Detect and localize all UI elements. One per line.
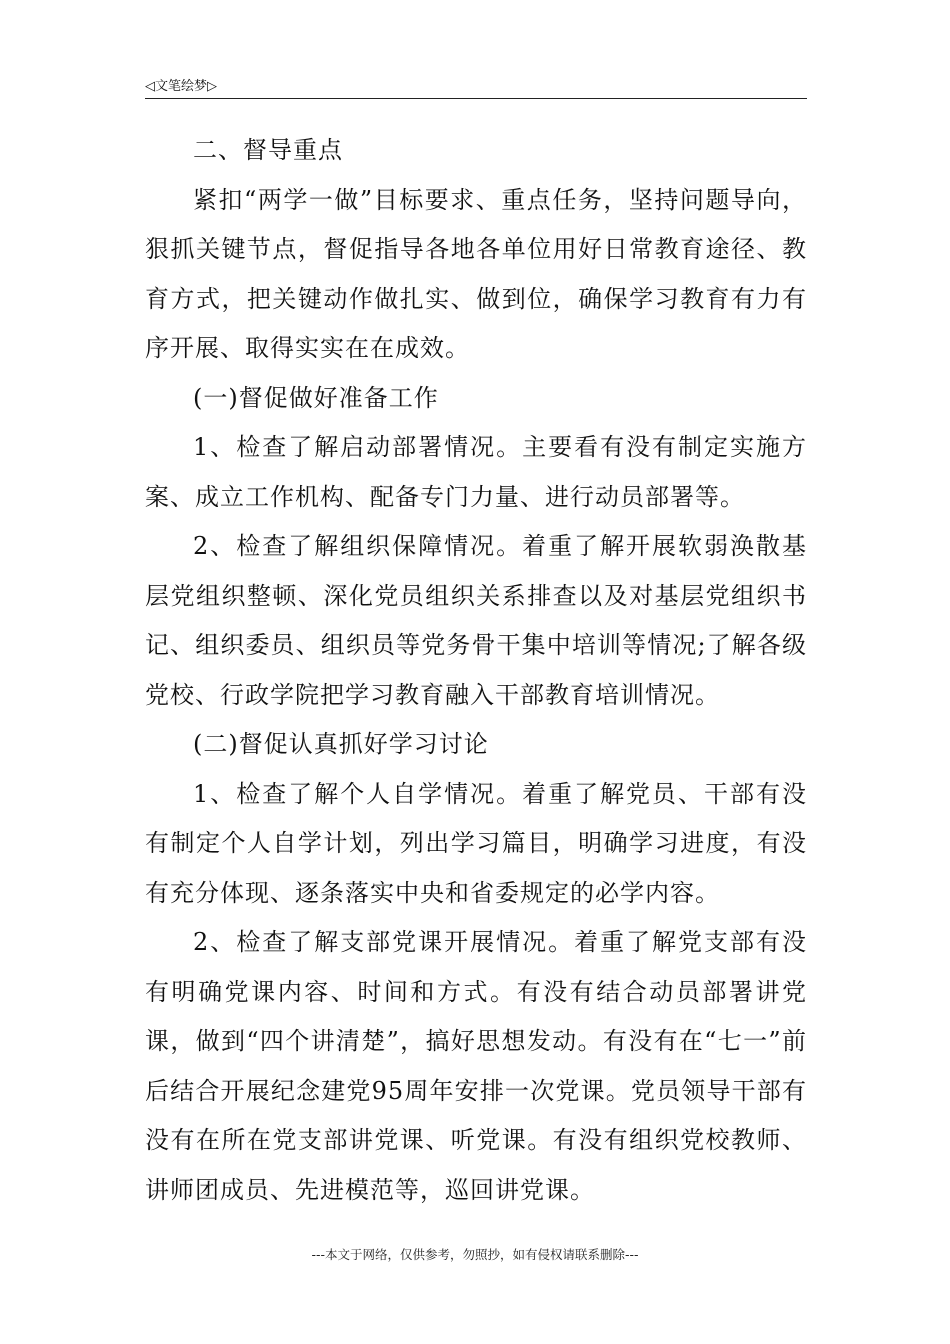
- body-paragraph: 1、检查了解启动部署情况。主要看有没有制定实施方案、成立工作机构、配备专门力量、进行动员部署等。: [145, 433, 807, 511]
- body-paragraph: 2、检查了解支部党课开展情况。着重了解党支部有没有明确党课内容、时间和方式。有没有结合动员部署讲党课，做到“四个讲清楚”，搞好思想发动。有没有在“七一”前后结合开展纪念建党95周年安排一次党课。党员领导干部有没有在所在党支部讲党课、听党课。有没有组织党校教师、讲师团成员、先进模范等，巡回讲党课。: [145, 928, 807, 1204]
- body-paragraph: 1、检查了解个人自学情况。着重了解党员、干部有没有制定个人自学计划，列出学习篇目，明确学习进度，有没有充分体现、逐条落实中央和省委规定的必学内容。: [145, 779, 807, 907]
- body-paragraph: 2、检查了解组织保障情况。着重了解开展软弱涣散基层党组织整顿、深化党员组织关系排查以及对基层党组织书记、组织委员、组织员等党务骨干集中培训等情况;了解各级党校、行政学院把学习教育融入干部教育培训情况。: [145, 532, 807, 709]
- subsection-heading: (二)督促认真抓好学习讨论: [193, 730, 489, 758]
- subsection-heading: (一)督促做好准备工作: [193, 383, 439, 412]
- body-paragraph: 紧扣“两学一做”目标要求、重点任务，坚持问题导向，狠抓关键节点，督促指导各地各单位用好日常教育途径、教育方式，把关键动作做扎实、做到位，确保学习教育有力有序开展、取得实实在在成效。: [145, 185, 807, 362]
- section-heading: 二、督导重点: [193, 136, 343, 164]
- page-footer: ---本文于网络，仅供参考，勿照抄，如有侵权请联系删除---: [311, 1247, 639, 1262]
- document-body: [145, 126, 807, 1215]
- header-brand: ◁文笔绘梦▷: [145, 79, 217, 94]
- page-header: [145, 72, 807, 99]
